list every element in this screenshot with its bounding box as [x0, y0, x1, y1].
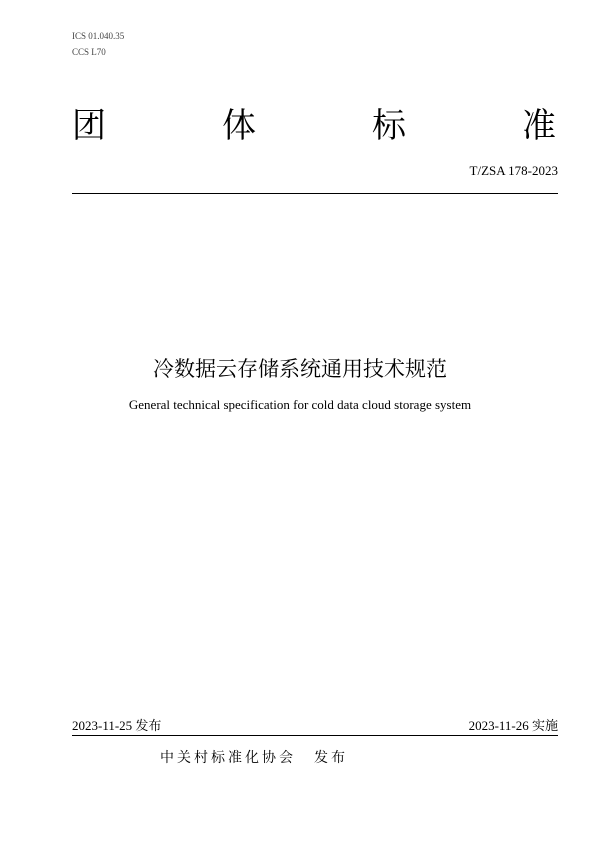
standard-type-heading [72, 104, 556, 148]
document-title-english: General technical specification for cold data cloud storage system [128, 397, 472, 412]
standard-type-char: 标 [372, 106, 406, 146]
header-divider [72, 193, 558, 194]
standard-number: T/ZSA 178-2023 [469, 163, 558, 178]
publisher-action: 发布 [314, 750, 348, 766]
ics-code: ICS 01.040.35 [72, 31, 125, 41]
publisher-line [160, 748, 348, 768]
standard-type-char: 准 [522, 106, 556, 146]
standard-type-char: 体 [222, 106, 256, 146]
classification-codes [72, 28, 124, 60]
footer-divider [72, 735, 558, 736]
publisher-name: 中关村标准化协会 [160, 750, 296, 766]
issue-date: 2023-11-25 发布 [72, 718, 162, 733]
ccs-code: CCS L70 [72, 47, 106, 57]
implementation-date: 2023-11-26 实施 [468, 718, 558, 733]
standard-type-char: 团 [72, 106, 106, 146]
document-title-chinese: 冷数据云存储系统通用技术规范 [153, 357, 447, 381]
